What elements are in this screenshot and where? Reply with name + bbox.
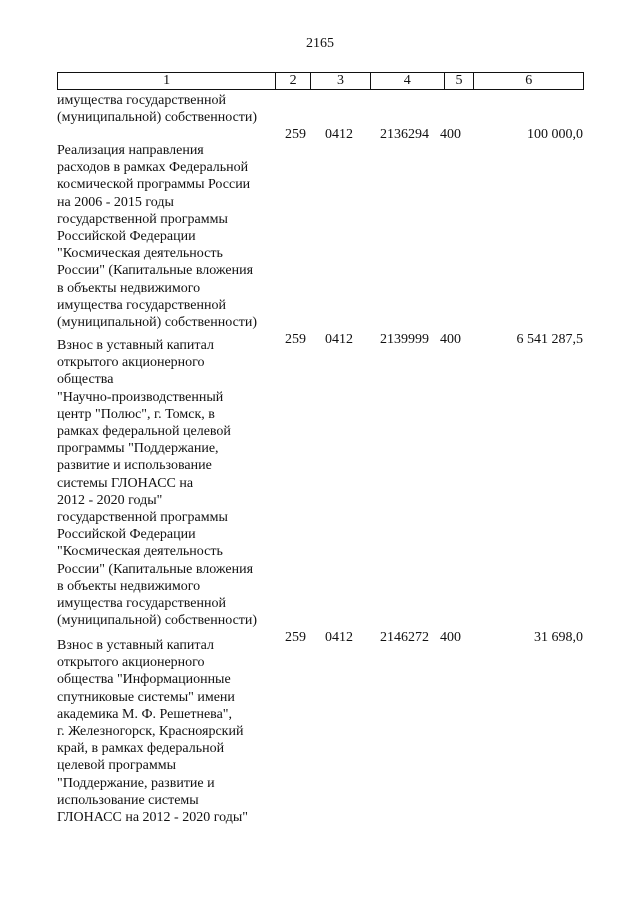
table-row <box>57 637 584 826</box>
row-name-line: открытого акционерного <box>57 355 205 371</box>
cell-col-3: 0412 <box>325 127 353 143</box>
row-name-line: использование системы <box>57 792 199 808</box>
cell-col-2: 259 <box>285 127 306 143</box>
row-name-line: Российской Федерации <box>57 527 196 543</box>
cell-col-6: 31 698,0 <box>534 630 583 646</box>
row-name-line: на 2006 - 2015 годы <box>57 194 174 210</box>
row-name-line: космической программы России <box>57 177 251 193</box>
row-name-line: рамках федеральной целевой <box>57 424 231 440</box>
row-name-line: спутниковые системы" имени <box>57 689 235 705</box>
page-number: 2165 <box>306 36 334 51</box>
row-name-line: России" (Капитальные вложения <box>57 561 254 577</box>
row-name-line: развитие и использование <box>57 458 212 474</box>
row-name-line: (муниципальной) собственности) <box>57 110 258 126</box>
row-name-line: государственной программы <box>57 510 228 526</box>
row-name <box>57 637 276 826</box>
table-header <box>57 72 584 90</box>
row-name-line: (муниципальной) собственности) <box>57 613 258 629</box>
row-name-line: Взнос в уставный капитал <box>57 638 214 653</box>
row-name-line: России" (Капитальные вложения <box>57 263 254 279</box>
table-row <box>57 92 584 143</box>
row-name-line: центр "Полюс", г. Томск, в <box>57 406 215 422</box>
row-name-line: открытого акционерного <box>57 655 205 671</box>
header-col-1: 1 <box>58 73 276 89</box>
row-name <box>57 92 276 126</box>
row-name-line: системы ГЛОНАСС на <box>57 475 194 491</box>
row-name-line: программы "Поддержание, <box>57 441 219 457</box>
row-name-line: в объекты недвижимого <box>57 280 201 296</box>
cell-col-5: 400 <box>440 127 461 143</box>
cell-col-3: 0412 <box>325 332 353 348</box>
cell-col-4: 2136294 <box>380 127 429 143</box>
row-name-line: в объекты недвижимого <box>57 578 201 594</box>
row-name-line: имущества государственной <box>57 93 226 108</box>
header-col-3: 3 <box>311 73 371 89</box>
row-name-line: г. Железногорск, Красноярский <box>57 724 244 740</box>
cell-col-5: 400 <box>440 630 461 646</box>
row-name <box>57 337 276 629</box>
table-row <box>57 337 584 646</box>
row-name-line: расходов в рамках Федеральной <box>57 160 249 176</box>
row-name-line: целевой программы <box>57 758 176 774</box>
row-name-line: академика М. Ф. Решетнева", <box>57 706 233 722</box>
header-col-6: 6 <box>525 73 533 88</box>
row-name-line: край, в рамках федеральной <box>57 741 225 757</box>
row-name <box>57 142 276 331</box>
header-col-4: 4 <box>371 73 445 89</box>
row-name-line: государственной программы <box>57 211 228 227</box>
cell-col-2: 259 <box>285 630 306 646</box>
row-name-line: Взнос в уставный капитал <box>57 338 214 353</box>
cell-col-3: 0412 <box>325 630 353 646</box>
row-name-line: "Космическая деятельность <box>57 544 223 560</box>
cell-col-4: 2139999 <box>380 332 429 348</box>
cell-col-2: 259 <box>285 332 306 348</box>
row-name-line: "Поддержание, развитие и <box>57 775 215 791</box>
row-name-line: Реализация направления <box>57 143 204 158</box>
header-col-5: 5 <box>445 73 475 89</box>
row-name-line: имущества государственной <box>57 596 226 612</box>
cell-col-6: 100 000,0 <box>527 127 583 143</box>
row-name-line: (муниципальной) собственности) <box>57 315 258 331</box>
row-name-line: общества "Информационные <box>57 672 231 688</box>
cell-col-4: 2146272 <box>380 630 429 646</box>
row-name-line: ГЛОНАСС на 2012 - 2020 годы" <box>57 810 248 826</box>
row-name-line: 2012 - 2020 годы" <box>57 492 163 508</box>
cell-col-5: 400 <box>440 332 461 348</box>
cell-col-6: 6 541 287,5 <box>516 332 583 348</box>
row-name-line: имущества государственной <box>57 297 226 313</box>
row-name-line: общества <box>57 372 114 388</box>
header-col-2: 2 <box>276 73 311 89</box>
row-name-line: "Научно-производственный <box>57 389 224 405</box>
row-name-line: Российской Федерации <box>57 229 196 245</box>
row-name-line: "Космическая деятельность <box>57 246 223 262</box>
